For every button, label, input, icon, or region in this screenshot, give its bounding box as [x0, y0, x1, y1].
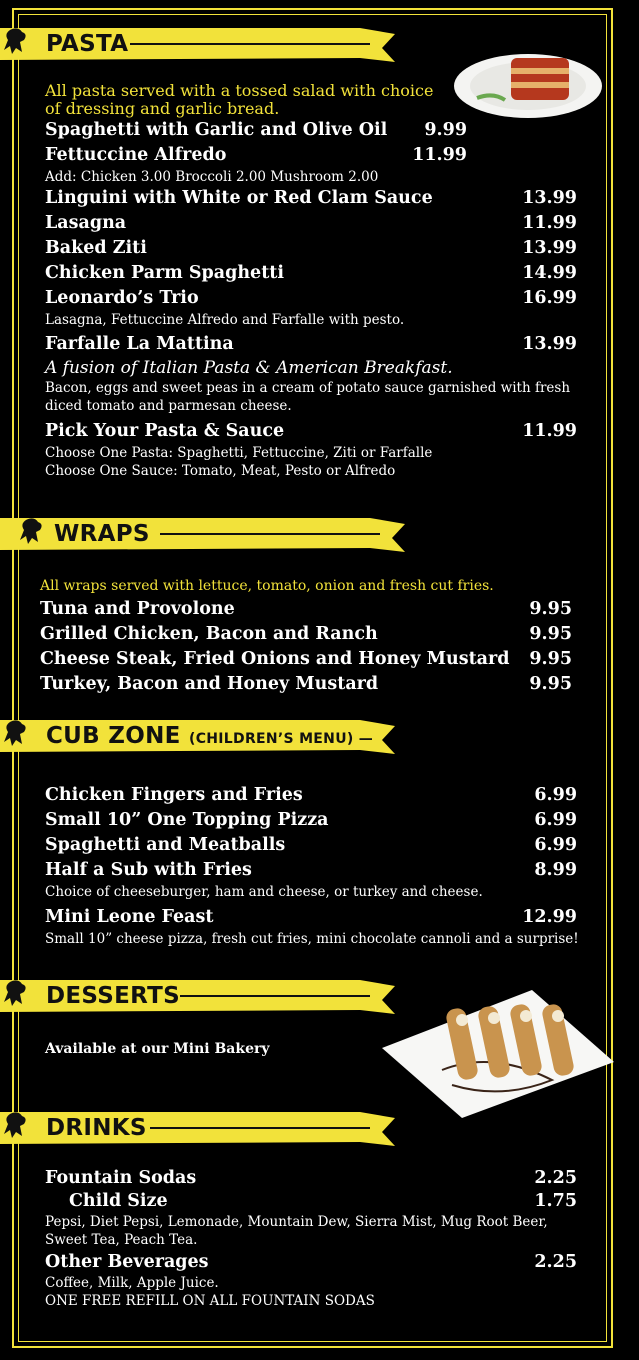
- item-description: Small 10” cheese pizza, fresh cut fries, mini chocolate cannoli and a surprise!: [45, 931, 579, 947]
- lion-icon: [0, 26, 30, 58]
- menu-item: [40, 622, 572, 647]
- menu-item: [45, 783, 577, 808]
- item-price: 9.95: [529, 649, 572, 669]
- pasta-section: [45, 82, 585, 480]
- item-name: Turkey, Bacon and Honey Mustard: [40, 674, 379, 694]
- menu-item: [40, 647, 572, 672]
- wraps-section: [40, 577, 580, 697]
- item-name: Pick Your Pasta & Sauce: [45, 421, 285, 441]
- section-title: DRINKS: [46, 1115, 147, 1141]
- menu-item: [45, 211, 577, 236]
- item-name: Spaghetti and Meatballs: [45, 835, 286, 855]
- desserts-banner: [0, 978, 400, 1018]
- section-title: DESSERTS: [46, 983, 180, 1009]
- menu-item: [45, 332, 577, 357]
- item-name: Tuna and Provolone: [40, 599, 235, 619]
- lion-icon: [0, 718, 30, 750]
- item-name: Small 10” One Topping Pizza: [45, 810, 329, 830]
- item-price: 9.99: [424, 120, 467, 140]
- section-title: [46, 723, 373, 749]
- lion-icon: [0, 1110, 30, 1142]
- item-tagline: A fusion of Italian Pasta & American Breakfast.: [45, 358, 453, 378]
- cannoli-plate-image: [382, 990, 614, 1120]
- menu-item: [45, 1190, 577, 1213]
- item-price: 9.95: [529, 624, 572, 644]
- item-name: Mini Leone Feast: [45, 907, 214, 927]
- pasta-banner: [0, 26, 400, 66]
- item-name: Cheese Steak, Fried Onions and Honey Mustard: [40, 649, 510, 669]
- menu-item: [40, 597, 572, 622]
- item-description: Choose One Pasta: Spaghetti, Fettuccine, Ziti or Farfalle: [45, 445, 433, 461]
- desserts-note: Available at our Mini Bakery: [45, 1041, 270, 1057]
- lion-icon: [16, 516, 46, 548]
- menu-item: [45, 143, 467, 168]
- item-name: Lasagna: [45, 213, 127, 233]
- menu-item: [45, 1167, 577, 1190]
- item-price: 13.99: [522, 188, 577, 208]
- item-name: Fettuccine Alfredo: [45, 145, 227, 165]
- item-description: Coffee, Milk, Apple Juice.: [45, 1275, 219, 1291]
- item-description: Lasagna, Fettuccine Alfredo and Farfalle with pesto.: [45, 312, 405, 328]
- item-name: Other Beverages: [45, 1252, 209, 1272]
- menu-item: [45, 186, 577, 211]
- drinks-banner: [0, 1110, 400, 1150]
- item-name: Spaghetti with Garlic and Olive Oil: [45, 120, 388, 140]
- item-price: 13.99: [522, 334, 577, 354]
- item-price: 2.25: [534, 1252, 577, 1272]
- section-title: PASTA: [46, 31, 129, 57]
- item-price: 14.99: [522, 263, 577, 283]
- item-description: Choice of cheeseburger, ham and cheese, or turkey and cheese.: [45, 884, 483, 900]
- item-name: Chicken Parm Spaghetti: [45, 263, 285, 283]
- item-price: 2.25: [534, 1168, 577, 1188]
- pasta-intro: All pasta served with a tossed salad with choice of dressing and garlic bread.: [45, 81, 434, 118]
- item-price: 12.99: [522, 907, 577, 927]
- item-price: 1.75: [534, 1191, 577, 1211]
- item-name: Chicken Fingers and Fries: [45, 785, 303, 805]
- menu-item: [45, 833, 577, 858]
- item-description: Add: Chicken 3.00 Broccoli 2.00 Mushroom 2.00: [45, 169, 379, 185]
- item-description: Bacon, eggs and sweet peas in a cream of potato sauce garnished with fresh diced tomato and parmesan cheese.: [45, 380, 571, 414]
- lion-icon: [0, 978, 30, 1010]
- menu-item: [45, 286, 577, 311]
- item-name: Leonardo’s Trio: [45, 288, 199, 308]
- menu-item: [45, 261, 577, 286]
- item-name: Farfalle La Mattina: [45, 334, 234, 354]
- refill-note: ONE FREE REFILL ON ALL FOUNTAIN SODAS: [45, 1293, 375, 1309]
- menu-item: [45, 236, 577, 261]
- section-subtitle: (CHILDREN’S MENU) —: [189, 731, 374, 747]
- menu-item: [45, 905, 577, 930]
- item-name: Linguini with White or Red Clam Sauce: [45, 188, 433, 208]
- item-price: 9.95: [529, 674, 572, 694]
- item-price: 11.99: [522, 213, 577, 233]
- item-description: Pepsi, Diet Pepsi, Lemonade, Mountain Dew, Sierra Mist, Mug Root Beer, Sweet Tea, Peach Tea.: [45, 1214, 548, 1248]
- wraps-banner: [0, 516, 400, 556]
- item-name: Grilled Chicken, Bacon and Ranch: [40, 624, 378, 644]
- item-price: 9.95: [529, 599, 572, 619]
- item-description: Choose One Sauce: Tomato, Meat, Pesto or Alfredo: [45, 463, 396, 479]
- menu-item: [45, 118, 467, 143]
- menu-item: [45, 858, 577, 883]
- cub-zone-section: [45, 783, 585, 948]
- menu-item: [45, 808, 577, 833]
- menu-item: [45, 1251, 577, 1274]
- section-title-text: CUB ZONE: [46, 723, 181, 749]
- item-price: 16.99: [522, 288, 577, 308]
- item-name: Half a Sub with Fries: [45, 860, 252, 880]
- wraps-intro: All wraps served with lettuce, tomato, onion and fresh cut fries.: [40, 578, 494, 594]
- item-price: 6.99: [534, 785, 577, 805]
- menu-item: [40, 672, 572, 697]
- item-name: Baked Ziti: [45, 238, 147, 258]
- item-name: Fountain Sodas: [45, 1168, 197, 1188]
- item-price: 11.99: [522, 421, 577, 441]
- drinks-section: [45, 1167, 585, 1310]
- item-name: Child Size: [69, 1191, 168, 1211]
- item-price: 8.99: [534, 860, 577, 880]
- item-price: 11.99: [412, 145, 467, 165]
- menu-item: [45, 419, 577, 444]
- cub-zone-banner: [0, 718, 400, 758]
- item-price: 6.99: [534, 810, 577, 830]
- item-price: 13.99: [522, 238, 577, 258]
- item-price: 6.99: [534, 835, 577, 855]
- section-title: WRAPS: [54, 521, 150, 547]
